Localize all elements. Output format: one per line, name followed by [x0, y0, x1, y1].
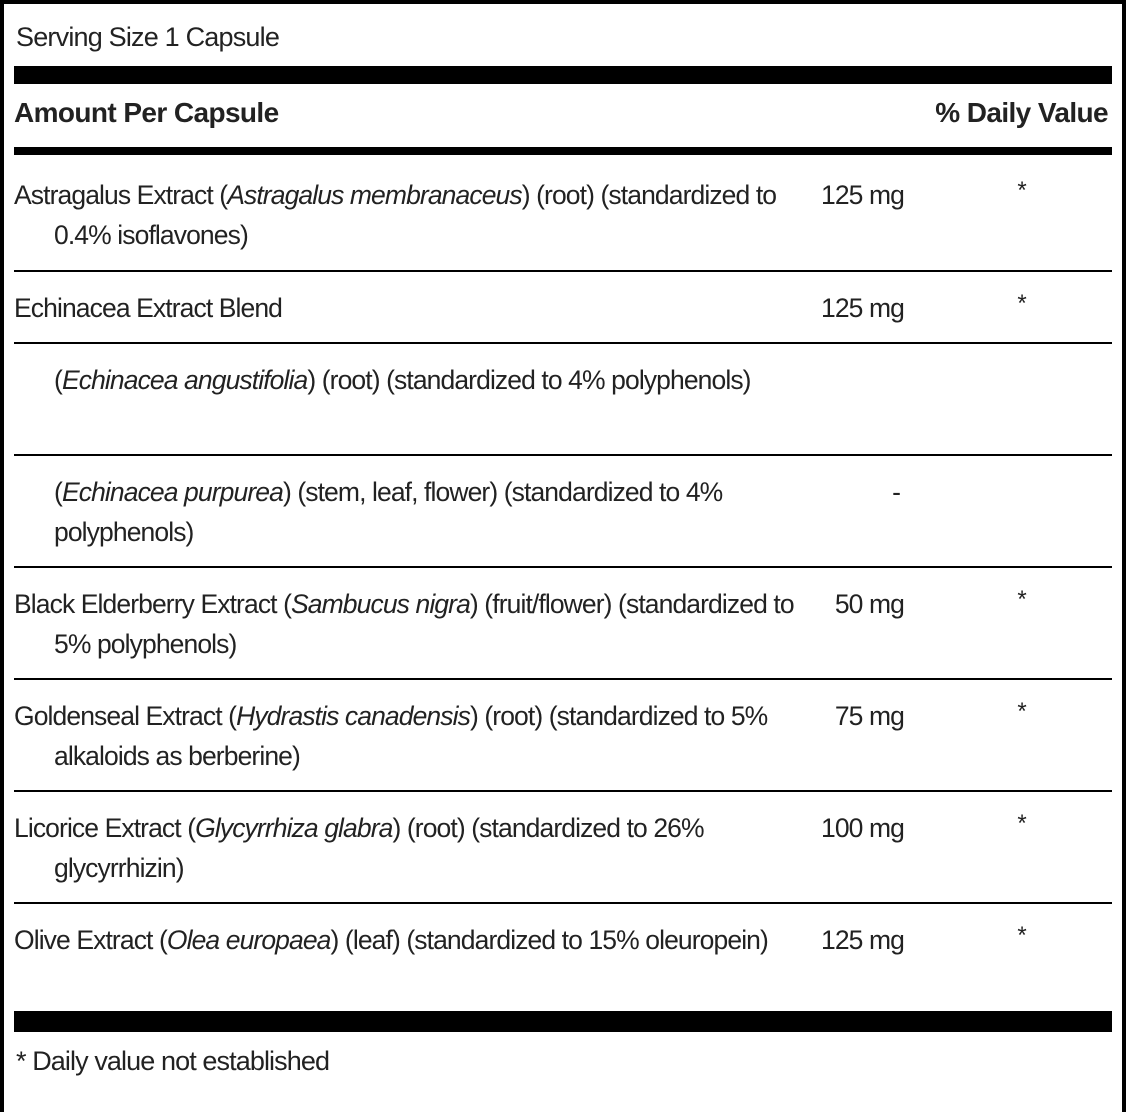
footnote: * Daily value not established	[16, 1046, 330, 1076]
ingredient-name: Astragalus Extract (Astragalus membranaceus) (root) (standardized to 0.4% isoflavones)	[14, 180, 777, 250]
ingredient-row-goldenseal	[14, 680, 1112, 792]
latin-name: Echinacea purpurea	[61, 477, 283, 507]
ingredient-row-olive	[14, 904, 1112, 1011]
serving-size: Serving Size 1 Capsule	[16, 22, 280, 52]
ingredient-amount: 100 mg	[821, 813, 904, 843]
ingredient-amount: 75 mg	[834, 701, 904, 731]
ingredient-amount: 50 mg	[834, 589, 904, 619]
ingredient-row-black-elderberry	[14, 568, 1112, 680]
ingredient-amount: 125 mg	[821, 293, 904, 323]
amount-per-capsule-header: Amount Per Capsule	[14, 97, 279, 128]
ingredient-name: (Echinacea purpurea) (stem, leaf, flower) (standardized to 4% polyphenols)	[54, 477, 723, 547]
ingredient-name: Echinacea Extract Blend	[14, 293, 283, 323]
latin-name: Olea europaea	[166, 925, 331, 955]
bottom-thick-rule	[14, 1011, 1112, 1032]
ingredient-row-licorice	[14, 792, 1112, 904]
latin-name: Glycyrrhiza glabra	[195, 813, 393, 843]
top-thick-rule	[14, 66, 1112, 84]
ingredient-amount: 125 mg	[821, 925, 904, 955]
ingredient-row-echinacea-blend	[14, 272, 1112, 344]
ingredient-name: Licorice Extract (Glycyrrhiza glabra) (root) (standardized to 26% glycyrrhizin)	[14, 813, 704, 883]
latin-name: Astragalus membranaceus	[227, 180, 522, 210]
daily-value: *	[1017, 177, 1027, 204]
latin-name: Echinacea angustifolia	[61, 365, 308, 395]
ingredient-row-echinacea-angustifolia	[14, 344, 1112, 456]
ingredient-row-echinacea-purpurea	[14, 456, 1112, 568]
ingredient-amount: -	[892, 477, 900, 507]
latin-name: Sambucus nigra	[291, 589, 470, 619]
header-rule	[14, 147, 1112, 155]
daily-value: *	[1017, 922, 1027, 949]
ingredient-name: Olive Extract (Olea europaea) (leaf) (standardized to 15% oleuropein)	[14, 925, 768, 955]
daily-value: *	[1017, 586, 1027, 613]
daily-value: *	[1017, 810, 1027, 837]
ingredient-name: Goldenseal Extract (Hydrastis canadensis) (root) (standardized to 5% alkaloids as berberine)	[14, 701, 768, 771]
daily-value: *	[1017, 698, 1027, 725]
ingredient-row-astragalus	[14, 159, 1112, 272]
ingredient-amount: 125 mg	[821, 180, 904, 210]
daily-value: *	[1017, 290, 1027, 317]
ingredient-name: (Echinacea angustifolia) (root) (standardized to 4% polyphenols)	[54, 365, 751, 395]
ingredient-name: Black Elderberry Extract (Sambucus nigra) (fruit/flower) (standardized to 5% polyphenols)	[14, 589, 794, 659]
daily-value-header: % Daily Value	[935, 97, 1108, 128]
latin-name: Hydrastis canadensis	[236, 701, 470, 731]
